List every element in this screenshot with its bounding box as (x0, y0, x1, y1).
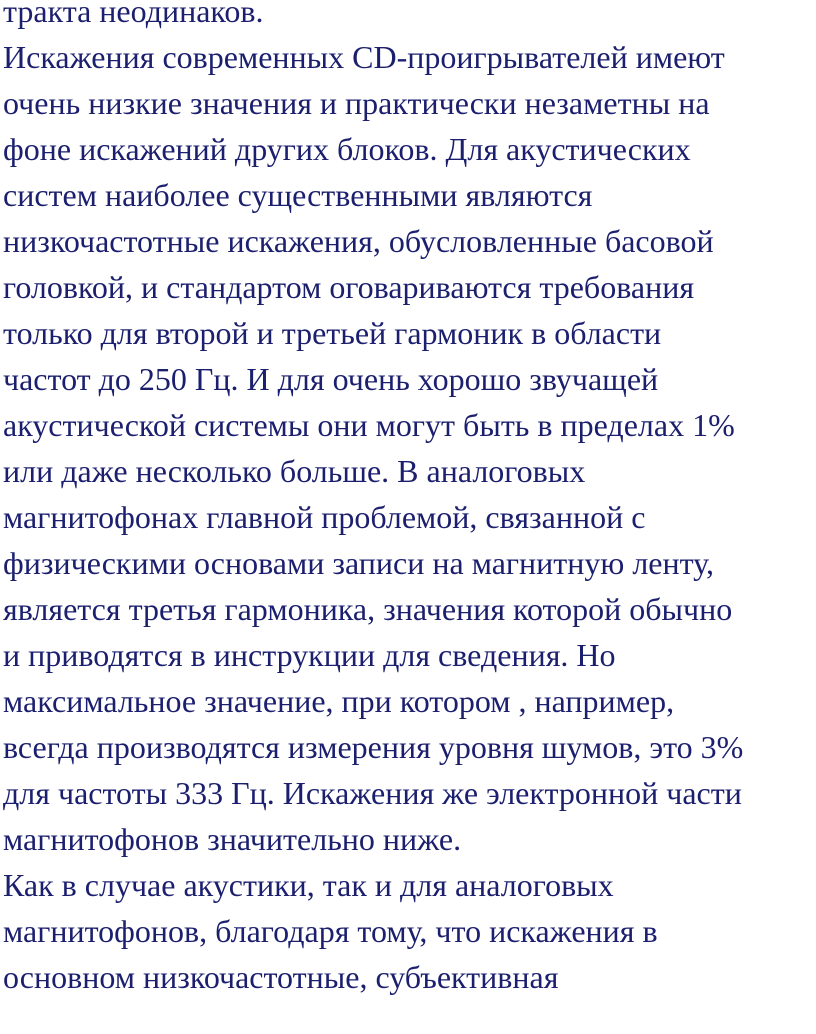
text-line: тракта неодинаков. (3, 0, 264, 29)
text-line: фоне искажений других блоков. Для акустических (3, 131, 691, 167)
text-line: максимальное значение, при котором , например, (3, 683, 675, 719)
text-line: низкочастотные искажения, обусловленные басовой (3, 223, 714, 259)
text-line: или даже несколько больше. В аналоговых (3, 453, 586, 489)
text-line: всегда производятся измерения уровня шумов, это 3% (3, 729, 744, 765)
text-line: магнитофонов, благодаря тому, что искажения в (3, 913, 658, 949)
text-line: магнитофонов значительно ниже. (3, 821, 462, 857)
text-line: систем наиболее существенными являются (3, 177, 593, 213)
text-line: для частоты 333 Гц. Искажения же электронной части (3, 775, 742, 811)
text-line: только для второй и третьей гармоник в области (3, 315, 662, 351)
text-line: и приводятся в инструкции для сведения. Но (3, 637, 616, 673)
text-line: магнитофонах главной проблемой, связанной с (3, 499, 646, 535)
text-line: основном низкочастотные, субъективная (3, 959, 559, 995)
text-line: головкой, и стандартом оговариваются требования (3, 269, 695, 305)
text-line: очень низкие значения и практически незаметны на (3, 85, 710, 121)
text-line: является третья гармоника, значения которой обычно (3, 591, 733, 627)
text-line: акустической системы они могут быть в пределах 1% (3, 407, 735, 443)
text-line: физическими основами записи на магнитную ленту, (3, 545, 714, 581)
text-line: частот до 250 Гц. И для очень хорошо звучащей (3, 361, 659, 397)
text-line: Искажения современных CD-проигрывателей имеют (3, 39, 725, 75)
text-line: Как в случае акустики, так и для аналоговых (3, 867, 614, 903)
